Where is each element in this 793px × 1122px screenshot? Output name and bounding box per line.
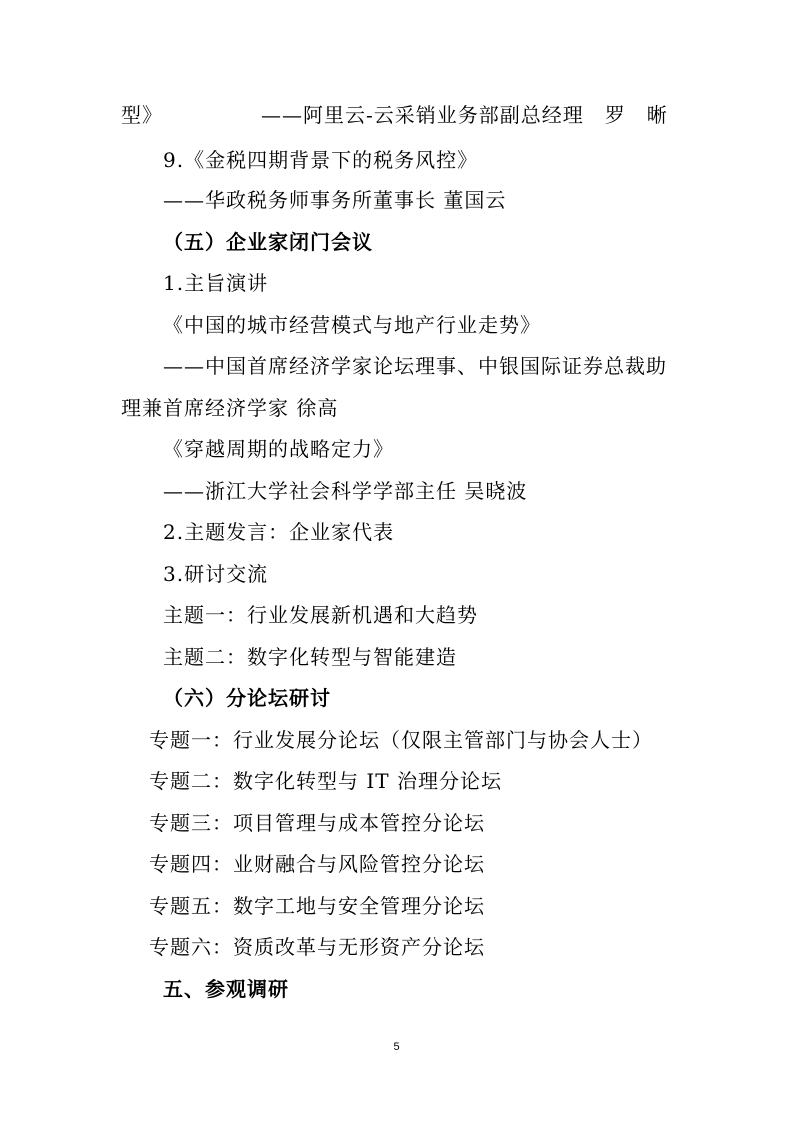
text-line: 专题六：资质改革与无形资产分论坛 [149,935,485,959]
section-heading: （五）企业家闭门会议 [163,230,373,254]
text-line: ——中国首席经济学家论坛理事、中银国际证券总裁助 [163,354,667,378]
text-line: 理兼首席经济学家 徐高 [121,396,339,420]
text-line: 9.《金税四期背景下的税务风控》 [163,148,479,172]
text-line: 型》 [121,103,163,127]
text-line: 2.主题发言：企业家代表 [163,520,395,544]
text-line: 专题二：数字化转型与 IT 治理分论坛 [149,769,502,793]
text-line: 专题三：项目管理与成本管控分论坛 [149,811,485,835]
text-line: 1.主旨演讲 [163,271,269,295]
page-number: 5 [393,1041,400,1053]
text-line: ——阿里云-云采销业务部副总经理 罗 晰 [261,103,668,127]
section-heading: （六）分论坛研讨 [163,686,331,710]
text-line: 主题一：行业发展新机遇和大趋势 [163,603,478,627]
text-line: 《中国的城市经营模式与地产行业走势》 [163,313,541,337]
text-line: 专题一：行业发展分论坛（仅限主管部门与协会人士） [149,728,653,752]
text-line: 专题五：数字工地与安全管理分论坛 [149,894,485,918]
text-line: ——浙江大学社会科学学部主任 吴晓波 [163,479,528,503]
section-heading: 五、参观调研 [163,977,289,1001]
text-line: 专题四：业财融合与风险管控分论坛 [149,852,485,876]
text-line: ——华政税务师事务所董事长 董国云 [163,188,507,212]
text-line: 《穿越周期的战略定力》 [163,437,394,461]
text-line: 主题二：数字化转型与智能建造 [163,645,457,669]
text-line: 3.研讨交流 [163,562,269,586]
